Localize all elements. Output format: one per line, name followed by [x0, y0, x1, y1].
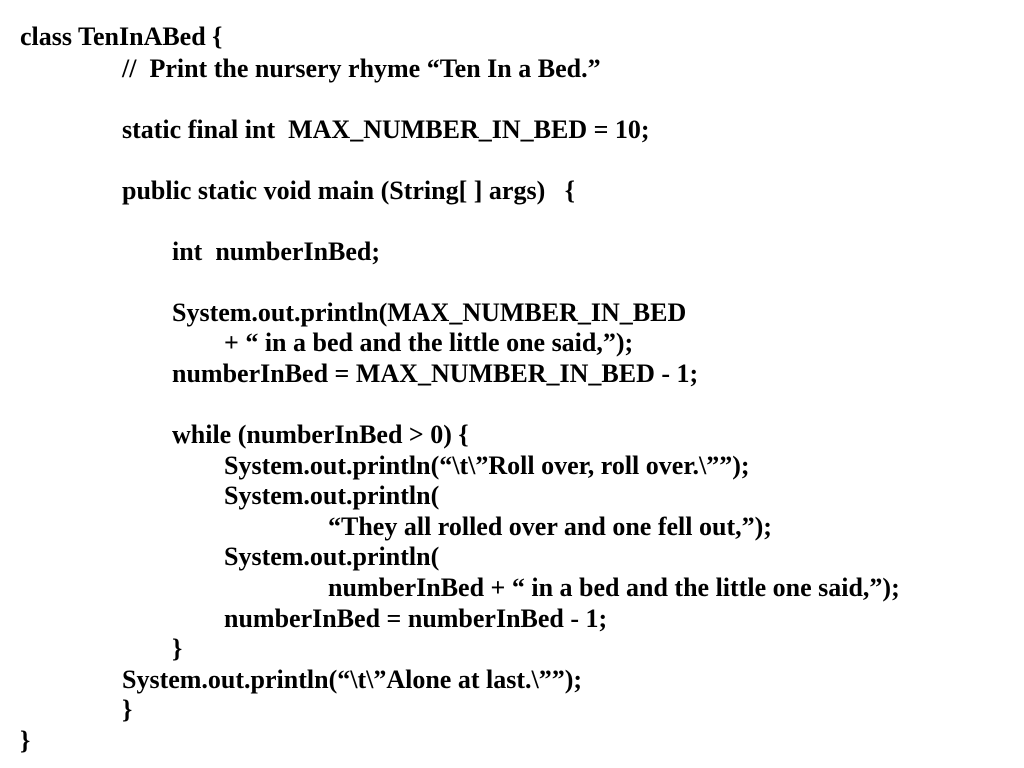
code-line-number-in-bed: numberInBed + “ in a bed and the little one said,”); [328, 573, 900, 602]
code-line-roll-over: System.out.println(“\t\”Roll over, roll over.\””); [224, 451, 750, 480]
code-line-class-close: } [20, 726, 31, 755]
code-line-println-continuation: + “ in a bed and the little one said,”); [224, 328, 634, 357]
code-line-main-signature: public static void main (String[ ] args) { [122, 176, 575, 205]
code-line-variable-declaration: int numberInBed; [172, 237, 381, 266]
code-line-while-loop: while (numberInBed > 0) { [172, 420, 469, 449]
code-line-main-close: } [122, 695, 133, 724]
code-line-while-close: } [172, 634, 183, 663]
code-line-assignment: numberInBed = MAX_NUMBER_IN_BED - 1; [172, 359, 699, 388]
code-line-println-open-2: System.out.println( [224, 542, 440, 571]
code-line-alone-at-last: System.out.println(“\t\”Alone at last.\””); [122, 665, 583, 694]
code-line-println-open-1: System.out.println( [224, 481, 440, 510]
code-line-constant: static final int MAX_NUMBER_IN_BED = 10; [122, 115, 650, 144]
code-line-comment: // Print the nursery rhyme “Ten In a Bed.” [122, 54, 601, 83]
code-line-decrement: numberInBed = numberInBed - 1; [224, 604, 608, 633]
code-line-class-declaration: class TenInABed { [20, 22, 223, 51]
code-line-rolled-over: “They all rolled over and one fell out,”); [328, 512, 772, 541]
code-line-println-start: System.out.println(MAX_NUMBER_IN_BED [172, 298, 687, 327]
